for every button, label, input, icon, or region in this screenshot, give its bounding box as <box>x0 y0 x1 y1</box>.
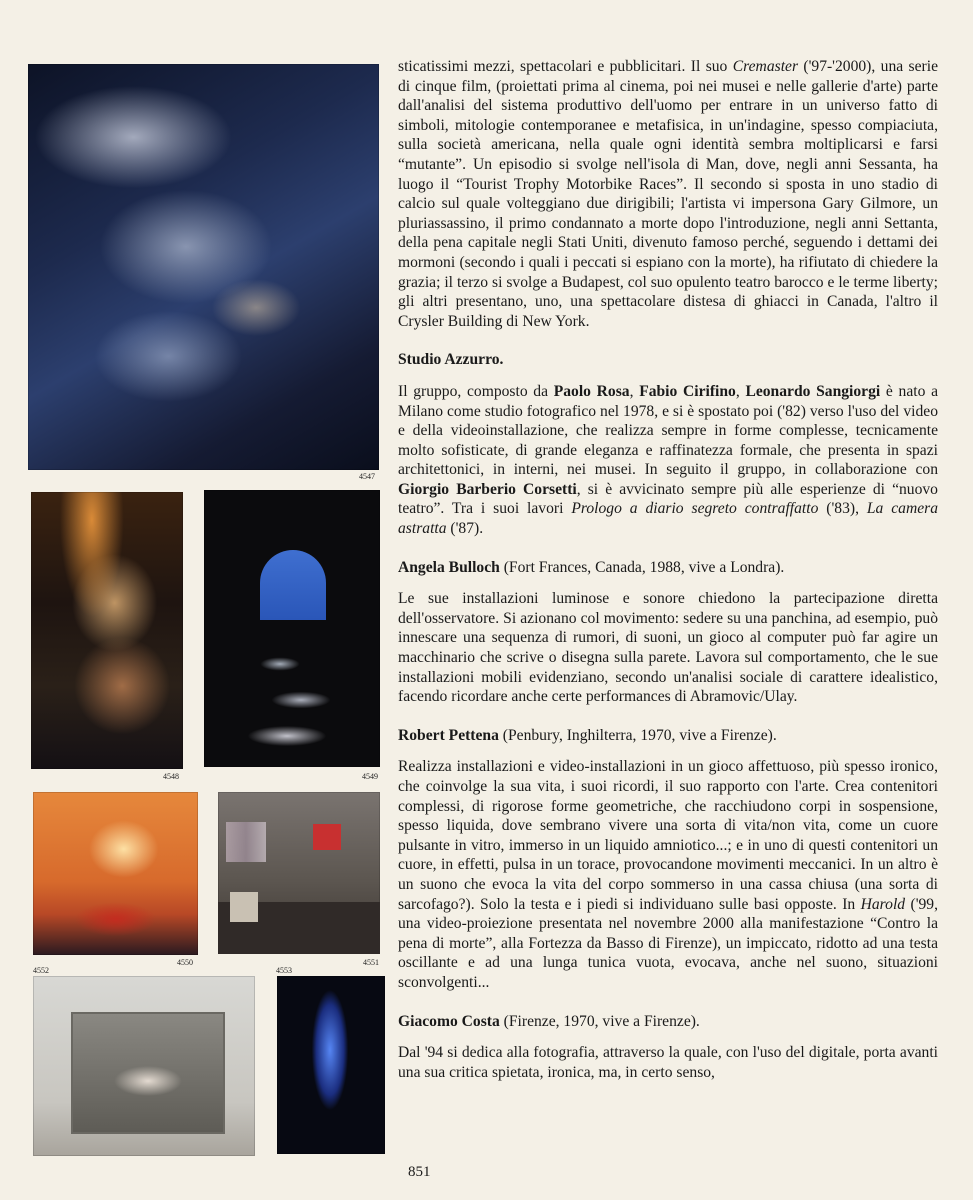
section-heading-robert-pettena: Robert Pettena (Penbury, Inghilterra, 1970, vive a Firenze). <box>398 726 777 744</box>
figure-4551-photo <box>218 792 380 954</box>
figure-4548-photo <box>31 492 183 769</box>
costa-paragraph: Dal '94 si dedica alla fotografia, attraverso la quale, con l'uso del digitale, porta avanti una sua critica spietata, ironica, ma, in certo senso, <box>398 1044 938 1081</box>
figure-4550-photo <box>33 792 198 955</box>
figure-caption: 4550 <box>177 958 193 967</box>
figure-4552-photo <box>33 976 255 1156</box>
figure-4549-photo <box>204 490 380 767</box>
pettena-paragraph: Realizza installazioni e video-installazioni in un gioco affettuoso, più spesso ironico, che coinvolge la sua vita, i suoi ricordi, il suo rapporto con l'arte. Crea contenitori complessi, di rigorose forme geometriche, che racchiudono corpi in sospensione, spesso liquida, dove sembrano vivere una sorta di vita/non vita, come un cuore pulsante in vitro, immerso in un liquido amniotico...; e in uno di questi contenitori un cuore, in effetti, pulsa in un torace, provocandone movimenti meccanici. In un altro è un suono che evoca la vita del corpo sommerso in una cassa chiusa (una sorta di sarcofago?). Solo la testa e i piedi si individuano sulle basi opposte. In Harold ('99, una video-proiezione presentata nel novembre 2000 alla manifestazione “Contro la pena di morte”, alla Fortezza da Basso di Firenze), un impiccato, ridotto ad una testa oscillante e ad una lunga tunica vuota, evocava, anche nel suono, situazioni sconvolgenti... <box>398 758 938 991</box>
text-column <box>398 57 938 1082</box>
section-heading-studio-azzurro: Studio Azzurro. <box>398 351 504 369</box>
section-heading-angela-bulloch: Angela Bulloch (Fort Frances, Canada, 1988, vive a Londra). <box>398 558 785 576</box>
figure-caption: 4553 <box>276 966 292 975</box>
work-title: Cremaster <box>732 58 799 75</box>
figure-caption: 4552 <box>33 966 49 975</box>
figure-4547-photo <box>28 64 379 470</box>
studio-azzurro-paragraph: Il gruppo, composto da Paolo Rosa, Fabio Cirifino, Leonardo Sangiorgi è nato a Milano come studio fotografico nel 1978, e si è spostato poi ('82) verso l'uso del video e della videoinstallazione, che realizza sempre in forme complesse, tecnicamente molto sofisticate, di grande eleganza e raffinatezza formale, che presenta in spazi architettonici, in interni, nei musei. In seguito il gruppo, in collaborazione con Giorgio Barberio Corsetti, si è avvicinato sempre più alle esperienze di “nuovo teatro”. Tra i suoi lavori Prologo a diario segreto contraffatto ('83), La camera astratta ('87). <box>398 382 939 538</box>
bulloch-paragraph: Le sue installazioni luminose e sonore chiedono la partecipazione diretta dell'osservatore. Si azionano col movimento: sedere su una panchina, ad esempio, può innescare una sequenza di rumori, di suoni, un gioco al computer può far agire un macchinario che scrive o disegna sulla parete. Lavora sul comportamento, che le sue installazioni mobili evidenziano, secondo un'analisi sociale di carattere idealistico, facendo ricordare anche certe performances di Abramovic/Ulay. <box>398 590 938 706</box>
figure-caption: 4548 <box>163 772 179 781</box>
section-heading-giacomo-costa: Giacomo Costa (Firenze, 1970, vive a Firenze). <box>398 1012 700 1030</box>
intro-paragraph: sticatissimi mezzi, spettacolari e pubblicitari. Il suo Cremaster ('97-'2000), una serie di cinque film, (proiettati prima al cinema, poi nei musei e nelle gallerie d'arte) parte dall'analisi del sistema produttivo dell'uomo per entrare in un universo fatto di simboli, mitologie contemporanee e metafisica, in un'indagine, spesso compiaciuta, sulla società americana, nella quale ogni identità sembra moltiplicarsi e farsi “mutante”. Un episodio si svolge nell'isola di Man, dove, negli anni Sessanta, ha luogo il “Tourist Trophy Motorbike Races”. Il secondo si sposta in uno stadio di calcio sul quale volteggiano due dirigibili; l'artista vi impersona Gary Gilmore, un pluriassassino, il primo condannato a morte dopo l'introduzione, negli anni Settanta, della pena capitale negli Stati Uniti, divenuto famoso perché, seguendo i dettami dei mormoni (secondo i quali i peccati si espiano con la morte), ha rifiutato di chiedere la grazia; il terzo si svolge a Budapest, col suo opulento teatro barocco e le terme liberty; gli altri presentano, uno, una spettacolare distesa di ghiacci in Canada, l'altro il Crysler Building di New York. <box>398 58 938 330</box>
figure-caption: 4551 <box>363 958 379 967</box>
figure-caption: 4549 <box>362 772 378 781</box>
figure-4553-photo <box>277 976 385 1154</box>
page-number: 851 <box>408 1164 431 1180</box>
figure-caption: 4547 <box>359 472 375 481</box>
